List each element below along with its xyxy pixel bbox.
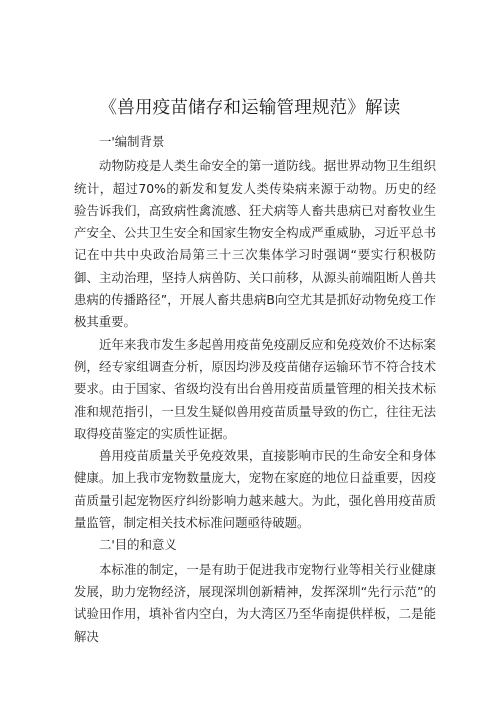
document-body (74, 131, 436, 648)
paragraph-background-2: 近年来我市发生多起兽用疫苗免疫副反应和免疫效价不达标案例，经专家组调查分析，原因均涉及疫苗储存运输环节不符合技术要求。由于国家、省级均没有出台兽用疫苗质量管理的相关技术标准和规范指引，一旦发生疑似兽用疫苗质量导致的伤亡，往往无法取得疫苗鉴定的实质性证据。 (74, 336, 436, 441)
document-title: 《兽用疫苗储存和运输管理规范》解读 (99, 98, 401, 118)
paragraph-background-3: 兽用疫苗质量关乎免疫效果，直接影响市民的生命安全和身体健康。加上我市宠物数量庞大，宠物在家庭的地位日益重要，因疫苗质量引起宠物医疗纠纷影响力越来越大。为此，强化兽用疫苗质量监管，制定相关技术标准问题亟待破题。 (74, 448, 436, 531)
section-heading-background: 一'编制背景 (99, 134, 165, 149)
paragraph-purpose-1: 本标准的制定，一是有助于促进我市宠物行业等相关行业健康发展，助力宠物经济，展现深圳创新精神，发挥深圳“先行示范”的试验田作用，填补省内空白，为大湾区乃至华南提供样板，二是能解决 (74, 561, 436, 644)
paragraph-background-1: 动物防疫是人类生命安全的第一道防线。据世界动物卫生组织统计，超过70%的新发和复发人类传染病来源于动物。历史的经验告诉我们，高致病性禽流感、狂犬病等人畜共患病已对畜牧业生产安全、公共卫生安全和国家生物安全构成严重威胁，习近平总书记在中共中央政治局第三十三次集体学习时强调“要实行积极防御、主动治理，坚持人病兽防、关口前移，从源头前端阻断人兽共患病的传播路径”，开展人畜共患病B向空尤其是抓好动物免疫工作极其重要。 (74, 158, 436, 330)
section-heading-purpose: 二'目的和意义 (99, 537, 177, 553)
